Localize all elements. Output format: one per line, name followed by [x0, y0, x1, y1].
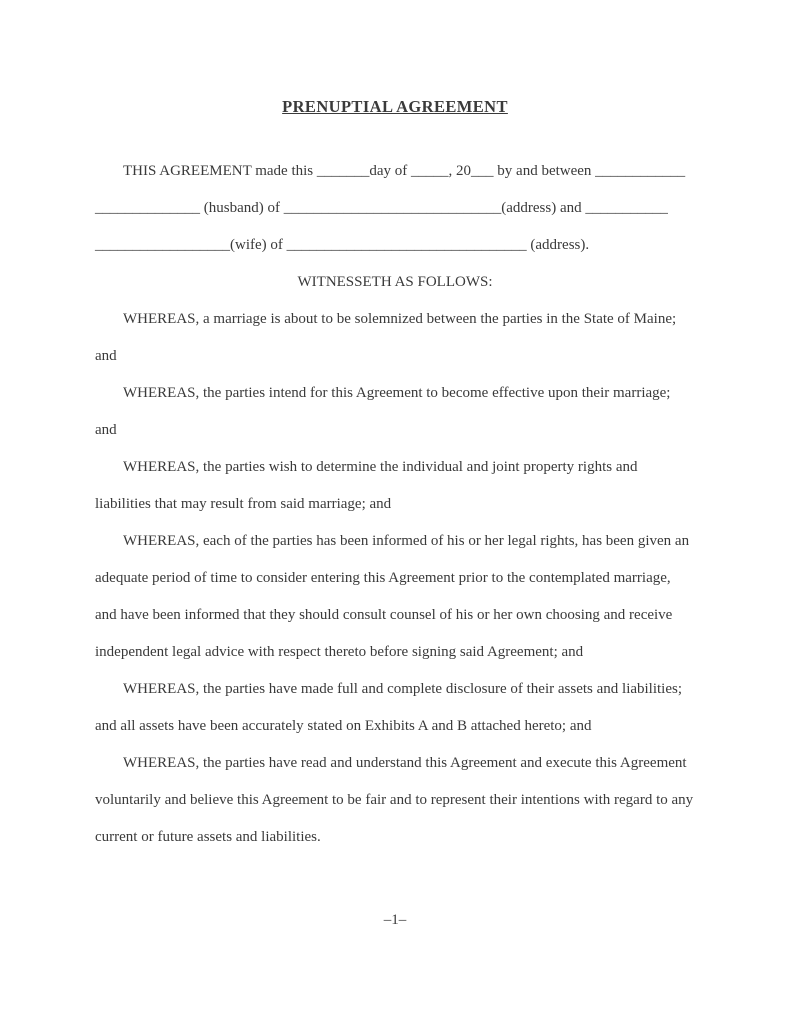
paragraph: WHEREAS, the parties wish to determine the individual and joint property rights and liabilities that may result from said marriage; and — [95, 459, 638, 512]
paragraph: WHEREAS, the parties have made full and complete disclosure of their assets and liabilities; and all assets have been accurately stated on Exhibits A and B attached hereto; and — [95, 681, 683, 734]
intro-line: __________________(wife) of ________________________________ (address). — [95, 237, 590, 253]
page-number: –1– — [383, 912, 407, 928]
paragraph: WHEREAS, the parties intend for this Agreement to become effective upon their marriage; and — [95, 385, 671, 438]
intro-line: THIS AGREEMENT made this _______day of _____, 20___ by and between ____________ — [123, 163, 686, 179]
paragraph: WHEREAS, a marriage is about to be solemnized between the parties in the State of Maine; and — [95, 311, 677, 364]
intro-line: ______________ (husband) of _____________________________(address) and ___________ — [95, 200, 668, 216]
intro-paragraph — [95, 153, 695, 264]
paragraph: WHEREAS, the parties have read and understand this Agreement and execute this Agreement voluntarily and believe this Agreement to be fair and to represent their intentions with regard to any current or future assets and liabilities. — [95, 755, 694, 845]
paragraph: WHEREAS, each of the parties has been informed of his or her legal rights, has been given an adequate period of time to consider entering this Agreement prior to the contemplated marriage, and have been informed that they should consult counsel of his or her own choosing and receive independent legal advice with respect thereto before signing said Agreement; and — [95, 533, 690, 660]
document-title: PRENUPTIAL AGREEMENT — [282, 97, 508, 116]
witnesseth-heading: WITNESSETH AS FOLLOWS: — [297, 274, 493, 290]
document-body — [95, 301, 695, 856]
